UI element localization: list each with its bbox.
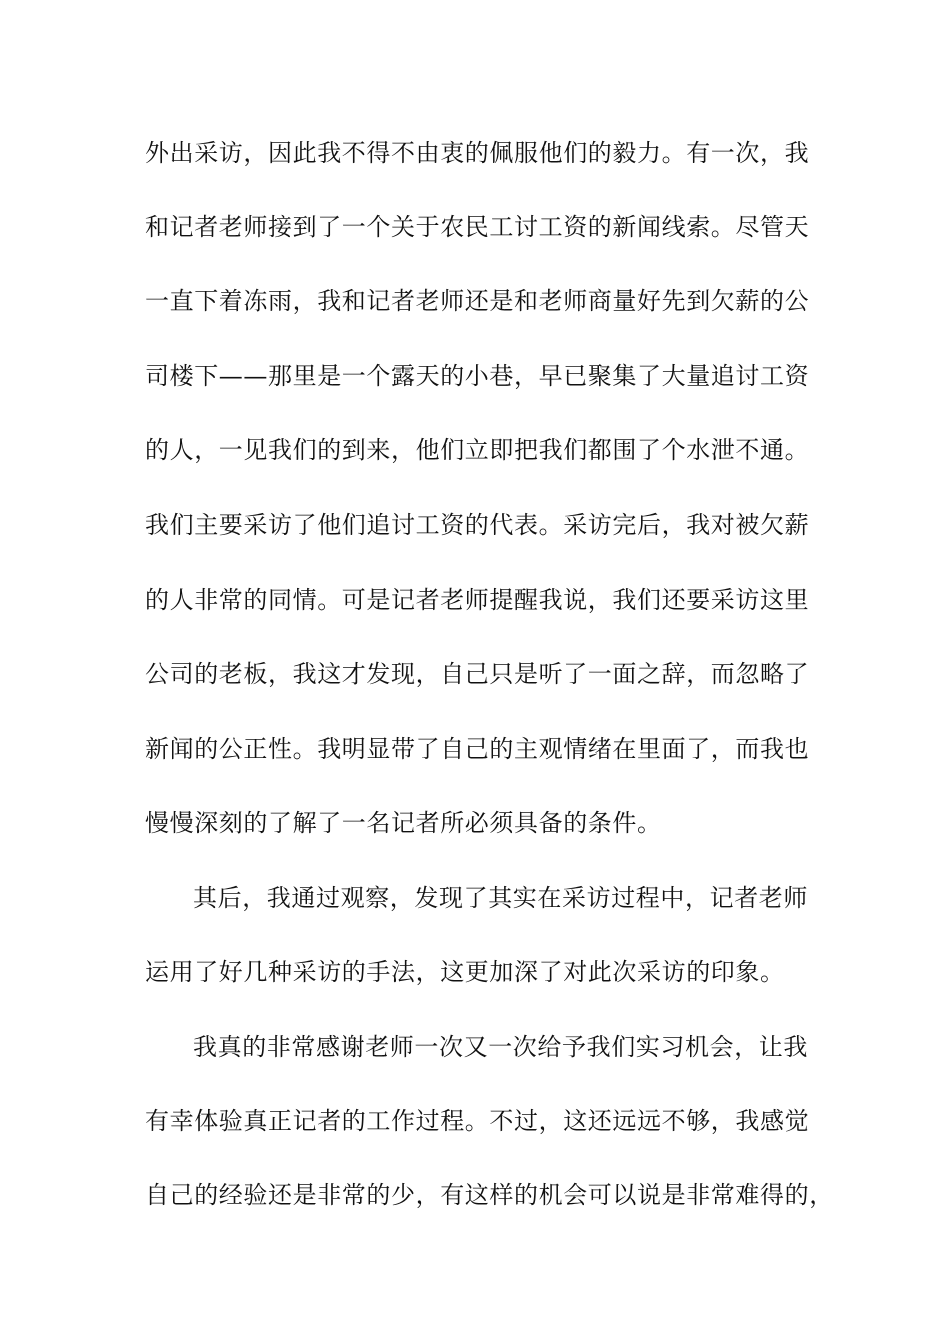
text-line: 司楼下——那里是一个露天的小巷，早已聚集了大量追讨工资 bbox=[145, 362, 810, 390]
text-line: 一直下着冻雨，我和记者老师还是和老师商量好先到欠薪的公 bbox=[145, 287, 810, 315]
text-line: 外出采访，因此我不得不由衷的佩服他们的毅力。有一次，我 bbox=[145, 139, 810, 167]
paragraph-first-line: 其后，我通过观察，发现了其实在采访过程中，记者老师 bbox=[193, 884, 808, 912]
text-line: 公司的老板，我这才发现，自己只是听了一面之辞，而忽略了 bbox=[145, 660, 810, 688]
text-line: 新闻的公正性。我明显带了自己的主观情绪在里面了，而我也 bbox=[145, 735, 810, 763]
text-line: 自己的经验还是非常的少，有这样的机会可以说是非常难得的， bbox=[145, 1181, 834, 1209]
text-line: 慢慢深刻的了解了一名记者所必须具备的条件。 bbox=[145, 809, 662, 837]
text-line: 的人非常的同情。可是记者老师提醒我说，我们还要采访这里 bbox=[145, 586, 810, 614]
paragraph-first-line: 我真的非常感谢老师一次又一次给予我们实习机会，让我 bbox=[193, 1033, 808, 1061]
text-line: 的人，一见我们的到来，他们立即把我们都围了个水泄不通。 bbox=[145, 436, 810, 464]
text-line: 我们主要采访了他们追讨工资的代表。采访完后，我对被欠薪 bbox=[145, 511, 810, 539]
text-line: 有幸体验真正记者的工作过程。不过，这还远远不够，我感觉 bbox=[145, 1107, 810, 1135]
text-line: 和记者老师接到了一个关于农民工讨工资的新闻线索。尽管天 bbox=[145, 213, 810, 241]
text-line: 运用了好几种采访的手法，这更加深了对此次采访的印象。 bbox=[145, 958, 785, 986]
